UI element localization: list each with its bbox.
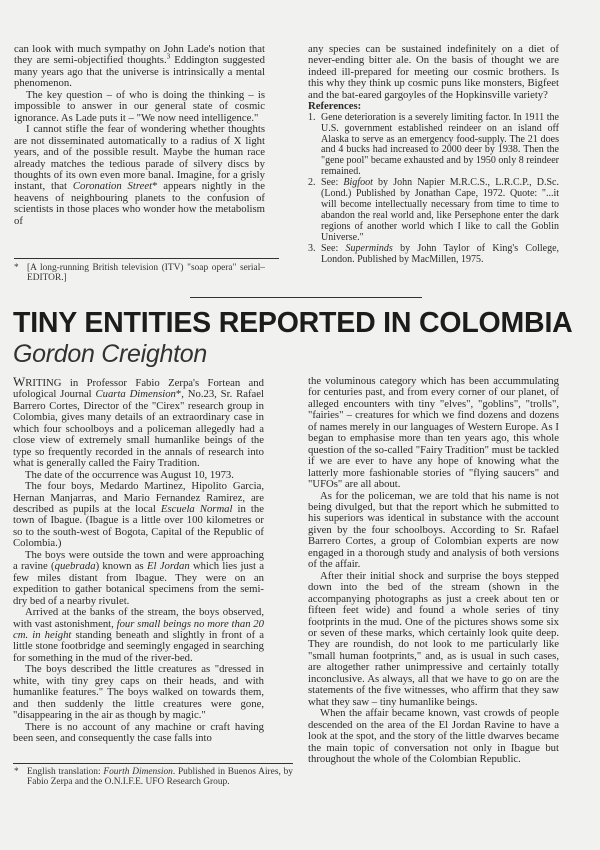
text-run: by John Napier M.R.C.S., L.R.C.P., D.Sc. (Lond.) Published by Jonathan Cape, 1972. Quote: "...it will become intellectually necessary from time to time to abandon the real world and, like Persephone enter the dark regions of another world which I like to call the Goblin Universe." xyxy=(321,177,559,243)
text-run: I cannot stifle the fear of wondering whether thoughts are not disseminated automatically to a radius of X light years, and of the possible result. Maybe the human race already matches the tedious parade of silvery discs by thoughts of its own even more banal. Imagine, for a grisly instant, that xyxy=(14,123,265,193)
references-heading: References: xyxy=(308,100,362,113)
text-run: The boys described the little creatures as "dressed in white, with tiny grey caps on their heads, and with humanlike features." The boys walked on towards them, and then suddenly the little creatures were gone, "disappearing in the air as though by magic." xyxy=(13,663,264,722)
paragraph xyxy=(13,722,264,745)
paragraph xyxy=(14,90,265,124)
footnote-cuarta-dimension xyxy=(14,767,293,787)
text-run: Eddington suggested many years ago that the universe is intrinsically a mental phenomenon. xyxy=(14,54,265,90)
italic-text: Bigfoot xyxy=(343,177,373,189)
reference-item xyxy=(308,244,559,266)
italic-text: quebrada xyxy=(54,560,96,573)
article-title: TINY ENTITIES REPORTED IN COLOMBIA xyxy=(13,307,573,339)
reference-superscript: 3 xyxy=(166,52,171,61)
section-divider xyxy=(190,297,422,298)
text-run: See: xyxy=(321,242,346,254)
paragraph xyxy=(308,491,559,571)
text-run: . Published in Buenos Aires, by Fabio Zerpa and the O.N.I.F.E. UFO Research Group. xyxy=(27,767,293,787)
reference-number: 3. xyxy=(308,242,316,254)
footnote-mark: * xyxy=(14,263,19,273)
footnote-text: [A long-running British television (ITV) "soap opera" serial–EDITOR.] xyxy=(27,263,265,283)
text-run: There is no account of any machine or craft having been seen, and consequently the case falls into xyxy=(13,720,264,745)
article-right-column xyxy=(308,376,559,765)
text-run: standing beneath and slightly in front of a little stone footbridge and seemingly engaged in searching for something in the mud of the river-bed. xyxy=(13,628,264,664)
text-run: * appears nightly in the heavens of neighbouring planets to the confusion of scientists in those places who wonder how the metabolism of xyxy=(14,180,265,227)
paragraph xyxy=(308,708,559,765)
text-run: RITING in Professor Fabio Zerpa's Fortean and ufological Journal xyxy=(13,377,264,401)
previous-article-right-column xyxy=(308,44,559,265)
text-run: by John Taylor of King's College, London. Published by MacMillen, 1975. xyxy=(321,242,560,265)
text-run: The boys were outside the town and were approaching a ravine ( xyxy=(13,548,264,573)
closing-paragraph xyxy=(308,44,559,101)
article-left-column xyxy=(13,376,264,745)
text-run: After their initial shock and surprise the boys stepped down into the bed of the stream (shown in the accompanying photographs as just a creek about ten or fifteen feet wide) and found a whole series of tiny footprints in the mud. One of the pictures shows some six or seven of these marks, which certainly look quite deep. They are roundish, do not look to me particularly like "small human footprints," and, as is usual in such cases, are altogether rather unimpressive and certainly totally inconclusive. As always, all that we have to go on are the statements of the five witnesses, who affirm that they saw what they saw – tiny humanlike beings. xyxy=(308,569,559,708)
text-run: Arrived at the banks of the stream, the boys observed, with vast astonishment, xyxy=(13,606,264,630)
italic-text: Superminds xyxy=(345,242,393,254)
footnote-mark: * xyxy=(14,767,19,777)
article-author: Gordon Creighton xyxy=(13,340,207,368)
text-run: The date of the occurrence was August 10, 1973. xyxy=(25,468,234,481)
text-run: can look with much sympathy on John Lade's notion that they are semi-objectified thoughts. xyxy=(14,43,265,67)
paragraph xyxy=(13,376,264,470)
reference-number: 2. xyxy=(308,177,316,189)
text-run: in the town of Ibague. (Ibague is a little over 100 kilometres or so to the south-west of Bogota, Capital of the Republic of Colombia.) xyxy=(13,502,264,550)
italic-text: Fourth Dimension xyxy=(103,767,173,777)
italic-text: El Jordan xyxy=(147,560,190,573)
footnote-coronation-street xyxy=(14,263,265,283)
reference-item xyxy=(308,113,559,178)
text-run: which lies just a few miles distant from Ibague. They were on an expedition to gather botanical specimens from the semi-dry bed of a nearby rivulet. xyxy=(13,560,264,607)
reference-number: 1. xyxy=(308,111,316,123)
paragraph xyxy=(13,550,264,607)
footnote-divider xyxy=(14,258,279,259)
text-run: the voluminous category which has been accummulating for centuries past, and from every corner of our planet, of alleged encounters with tiny "elves", "goblins", "trolls", "fairies" – creatures for which we find dozens and dozens of names merely in our languages of Western Europe. As I began to emphasise more than ten years ago, this whole question of the so-called "Fairy Tradition" must be tackled if we are ever to have any hope of knowing what the latterly more fashionable stories of "flying saucers" and "UFOs" are all about. xyxy=(308,375,559,491)
text-run: See: xyxy=(321,177,344,189)
italic-text: Escuela Normal xyxy=(160,502,233,515)
footnote-divider xyxy=(13,763,293,764)
previous-article-left-column xyxy=(14,44,265,227)
footnote-text xyxy=(14,767,293,787)
text-run: The four boys, Medardo Martinez, Hipolito Garcia, Hernan Manjarras, and Mario Fernandez Ramirez, are described as pupils at the local xyxy=(13,480,264,515)
text-run: *, No.23, Sr. Rafael Barrero Cortes, Director of the "Cirex" research group in Colombia, gives many details of an extraordinary case in which four schoolboys and a policeman allegedly had a close view of extremely small humanlike beings of the type so frequently recorded in the annals of research into what is generally called the Fairy Tradition. xyxy=(13,388,264,470)
italic-text: Cuarta Dimension xyxy=(95,388,176,401)
paragraph xyxy=(14,44,265,90)
paragraph xyxy=(308,571,559,708)
text-run: any species can be sustained indefinitely on a diet of never-ending bitter ale. On the basis of thought we are indeed ill-prepared for meeting our cosmic brothers. Is this why they think up cosmic puns like monsters, Bigfeet and the bat-eared gargoyles of the Hopkinsville variety? xyxy=(308,43,559,101)
italic-text: Coronation Street xyxy=(72,180,153,193)
paragraph xyxy=(308,376,559,491)
paragraph xyxy=(13,607,264,664)
reference-item xyxy=(308,178,559,243)
paragraph xyxy=(13,481,264,550)
text-run: Gene deterioration is a severely limiting factor. In 1911 the U.S. government established reindeer on an island off Alaska to serve as an emergency food-supply. The 21 does and 4 bucks had increased to 2000 deer by 1938. Then the "gene pool" became exhausted and by 1950 only 8 reindeer remained. xyxy=(321,111,559,178)
paragraph xyxy=(14,124,265,227)
drop-cap: W xyxy=(13,374,26,389)
text-run: The key question – of who is doing the thinking – is impossible to answer in our general state of cosmic ignorance. As Lade puts it – "We now need intelligence." xyxy=(14,88,265,124)
references-list xyxy=(308,113,559,266)
text-run: ) known as xyxy=(95,560,147,573)
text-run: As for the policeman, we are told that his name is not being divulged, but that the report which he submitted to his superiors was identical in substance with the account given by the four schoolboys. According to Sr. Rafael Barrero Cortes, a group of Colombian experts are now engaged in a thorough study and analysis of both versions of the affair. xyxy=(308,489,559,571)
text-run: When the affair became known, vast crowds of people descended on the area of the El Jordan Ravine to have a look at the spot, and the story of the little dwarves became the main topic of conversation not only in Ibague but throughout the whole of the Colombian Republic. xyxy=(308,707,559,765)
text-run: English translation: xyxy=(27,767,104,777)
paragraph xyxy=(13,664,264,721)
italic-text: four small beings no more than 20 cm. in height xyxy=(13,617,264,641)
paragraph xyxy=(308,44,559,101)
